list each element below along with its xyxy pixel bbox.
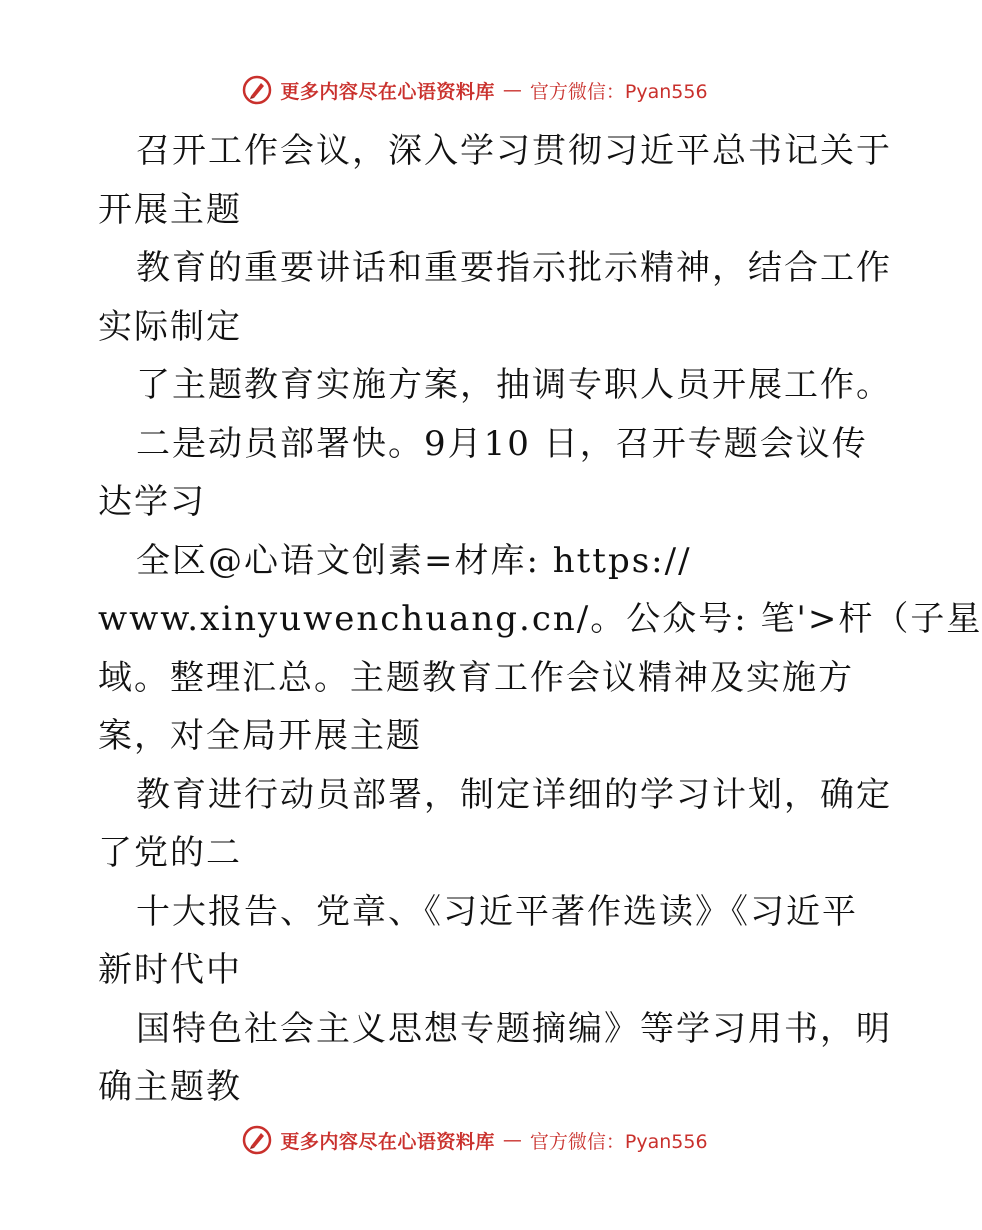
text-line: 了主题教育实施方案，抽调专职人员开展工作。	[136, 365, 892, 405]
text-line: 全区@心语文创素=材库: https://	[136, 540, 692, 581]
header-wechat-label: 官方微信：Pyan556	[529, 80, 708, 103]
footer-separator: —	[502, 1129, 522, 1151]
pen-logo-icon	[242, 1125, 272, 1155]
text-line: 达学习	[98, 482, 206, 522]
text-line: 十大报告、党章、《习近平著作选读》《习近平	[136, 891, 858, 932]
header-separator: —	[502, 79, 522, 101]
text-line: 实际制定	[98, 306, 242, 347]
footer-wechat-label: 官方微信：Pyan556	[529, 1130, 708, 1153]
text-line: 开展主题	[98, 189, 242, 230]
footer-banner	[0, 1120, 950, 1160]
text-line: 教育的重要讲话和重要指示批示精神，结合工作	[136, 248, 892, 288]
text-line: 域。整理汇总。主题教育工作会议精神及实施方	[98, 657, 854, 698]
document-body	[98, 122, 982, 1117]
text-line: 确主题教	[98, 1067, 242, 1107]
text-line: 了党的二	[98, 833, 242, 873]
text-line: 二是动员部署快。9月10 日，召开专题会议传	[136, 423, 868, 464]
text-line: 召开工作会议，深入学习贯彻习近平总书记关于	[136, 131, 892, 171]
pen-logo-icon	[242, 75, 272, 105]
text-line: 新时代中	[98, 950, 242, 990]
header-banner	[0, 70, 950, 110]
text-line: www.xinyuwenchuang.cn/。公众号: 笔'>杆（子星	[98, 599, 982, 639]
footer-brand-text: 更多内容尽在心语资料库	[280, 1130, 495, 1153]
text-line: 案，对全局开展主题	[98, 716, 422, 756]
text-line: 国特色社会主义思想专题摘编》等学习用书，明	[136, 1008, 892, 1049]
header-brand-text: 更多内容尽在心语资料库	[280, 80, 495, 103]
text-line: 教育进行动员部署，制定详细的学习计划，确定	[136, 774, 892, 815]
